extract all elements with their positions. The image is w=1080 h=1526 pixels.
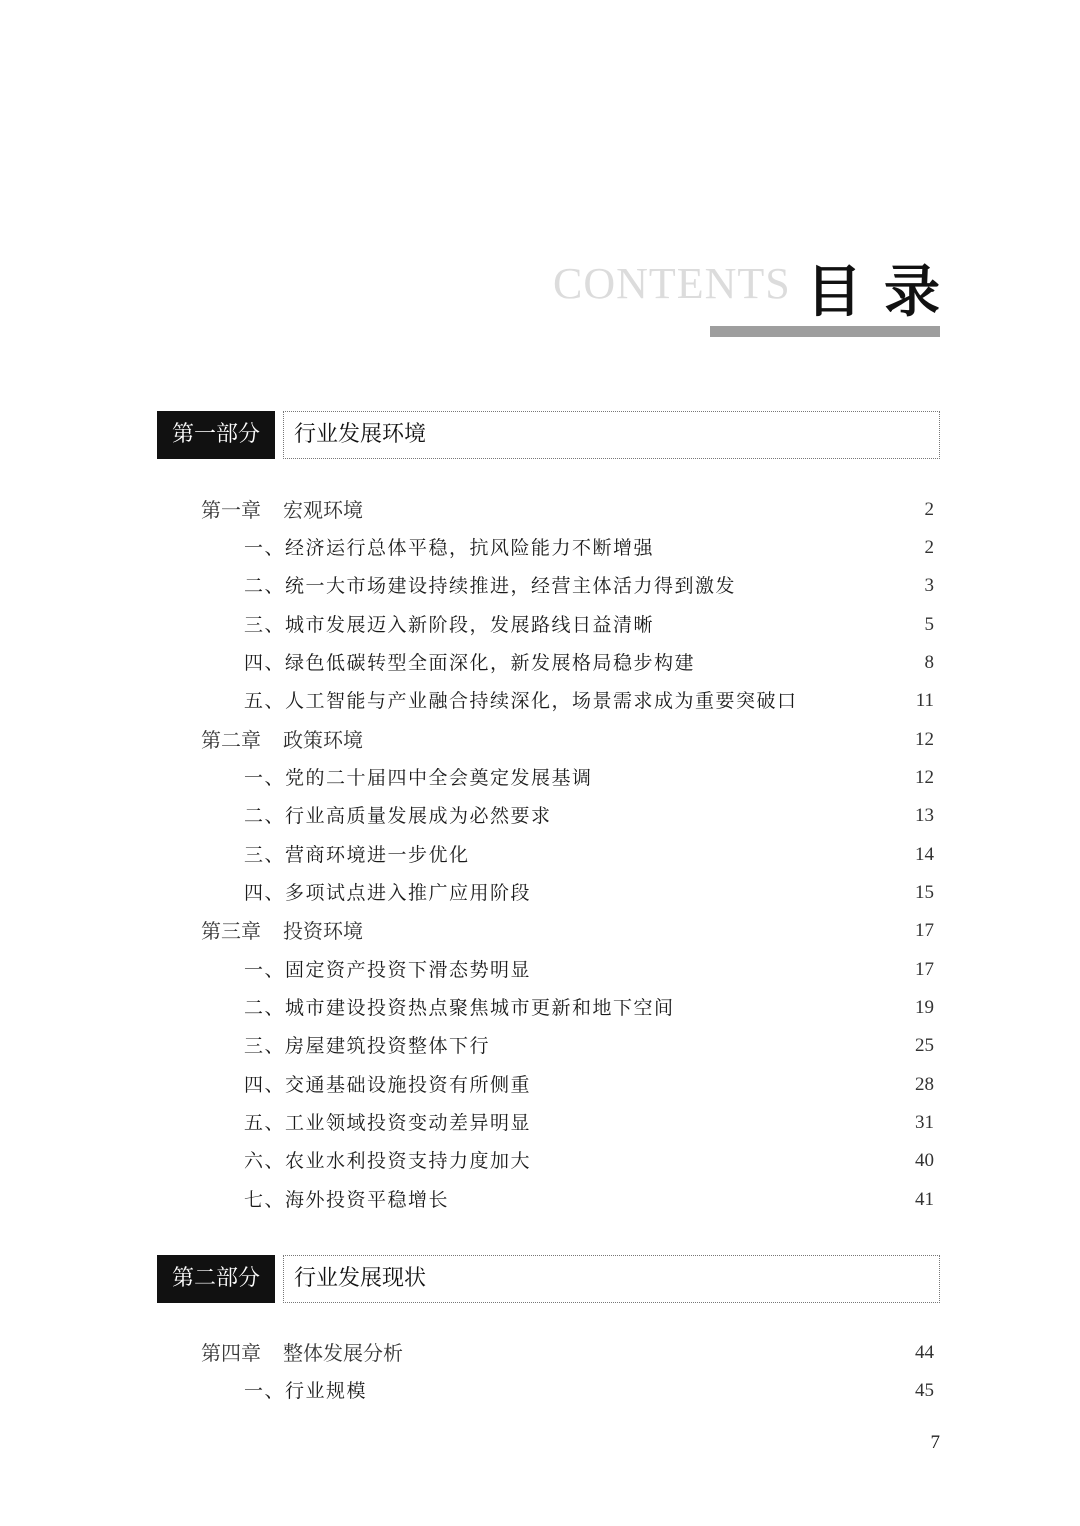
page-ref: 17 [915,920,934,941]
toc-section-row[interactable] [0,1070,1080,1100]
page-ref: 2 [924,499,934,520]
chapter-number: 第二章 [201,728,261,752]
part-header-2 [157,1255,940,1303]
page-ref: 41 [915,1189,934,1210]
chapter-title: 宏观环境 [283,498,363,522]
part-title-box [283,1255,940,1303]
toc-section-row[interactable] [0,648,1080,678]
toc-section-row[interactable] [0,955,1080,985]
section-title: 三、营商环境进一步优化 [244,844,470,866]
part-header-1 [157,411,940,459]
page-ref: 15 [915,882,934,903]
page-number: 7 [930,1432,940,1453]
section-title: 一、经济运行总体平稳，抗风险能力不断增强 [244,537,655,559]
section-title: 二、行业高质量发展成为必然要求 [244,805,552,827]
toc-section-row[interactable] [0,1031,1080,1061]
toc-section-row[interactable] [0,571,1080,601]
part-title: 行业发展现状 [294,1266,427,1291]
page-ref: 12 [915,767,934,788]
page-ref: 3 [924,575,934,596]
chapter-title: 政策环境 [283,728,363,752]
page-ref: 25 [915,1035,934,1056]
toc-section-row[interactable] [0,840,1080,870]
page-ref: 40 [915,1150,934,1171]
section-title: 四、绿色低碳转型全面深化，新发展格局稳步构建 [244,652,696,674]
section-title: 一、固定资产投资下滑态势明显 [244,959,532,981]
toc-chapter-row[interactable] [0,725,1080,755]
section-title: 四、多项试点进入推广应用阶段 [244,882,532,904]
toc-section-row[interactable] [0,1376,1080,1406]
page-ref: 28 [915,1074,934,1095]
page-ref: 5 [924,614,934,635]
toc-chapter-row[interactable] [0,495,1080,525]
chapter-title: 整体发展分析 [283,1341,403,1365]
contents-title: 目录 [806,260,962,325]
chapter-title: 投资环境 [283,919,363,943]
page-ref: 12 [915,729,934,750]
page-ref: 45 [915,1380,934,1401]
section-title: 六、农业水利投资支持力度加大 [244,1150,532,1172]
toc-section-row[interactable] [0,801,1080,831]
part-label: 第二部分 [157,1255,275,1303]
section-title: 二、统一大市场建设持续推进，经营主体活力得到激发 [244,575,737,597]
title-underline-bar [710,326,940,337]
page-ref: 11 [915,690,934,711]
toc-section-row[interactable] [0,1108,1080,1138]
toc-section-row[interactable] [0,878,1080,908]
page-ref: 8 [924,652,934,673]
section-title: 七、海外投资平稳增长 [244,1189,450,1211]
toc-section-row[interactable] [0,686,1080,716]
toc-chapter-row[interactable] [0,916,1080,946]
toc-section-row[interactable] [0,610,1080,640]
section-title: 一、行业规模 [244,1380,368,1402]
section-title: 五、人工智能与产业融合持续深化，场景需求成为重要突破口 [244,690,798,712]
section-title: 三、城市发展迈入新阶段，发展路线日益清晰 [244,614,655,636]
toc-section-row[interactable] [0,1146,1080,1176]
section-title: 四、交通基础设施投资有所侧重 [244,1074,532,1096]
toc-chapter-row[interactable] [0,1338,1080,1368]
section-title: 三、房屋建筑投资整体下行 [244,1035,491,1057]
chapter-number: 第一章 [201,498,261,522]
part-title: 行业发展环境 [294,422,427,447]
toc-section-row[interactable] [0,763,1080,793]
page-ref: 2 [924,537,934,558]
section-title: 二、城市建设投资热点聚焦城市更新和地下空间 [244,997,675,1019]
page-ref: 13 [915,805,934,826]
page-ref: 14 [915,844,934,865]
page-ref: 17 [915,959,934,980]
section-title: 一、党的二十届四中全会奠定发展基调 [244,767,593,789]
page-ref: 44 [915,1342,934,1363]
part-title-box [283,411,940,459]
part-label: 第一部分 [157,411,275,459]
page-ref: 31 [915,1112,934,1133]
toc-section-row[interactable] [0,1185,1080,1215]
page-ref: 19 [915,997,934,1018]
chapter-number: 第三章 [201,919,261,943]
toc-section-row[interactable] [0,993,1080,1023]
toc-section-row[interactable] [0,533,1080,563]
chapter-number: 第四章 [201,1341,261,1365]
section-title: 五、工业领域投资变动差异明显 [244,1112,532,1134]
contents-english-watermark: CONTENTS [553,259,791,308]
